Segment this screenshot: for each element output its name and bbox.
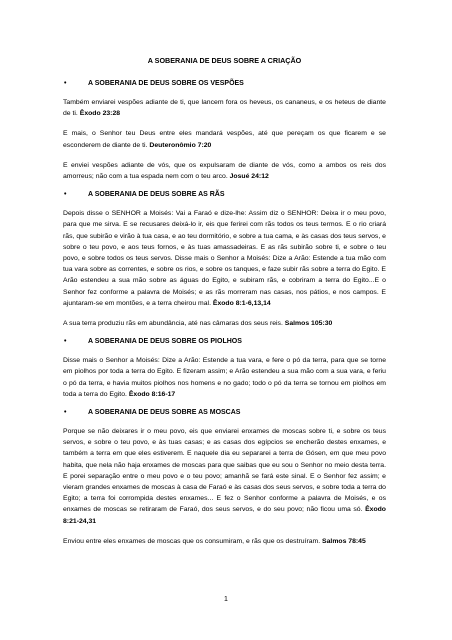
verse-paragraph — [63, 128, 386, 150]
verse-text: Porque se não deixares ir o meu povo, eis que enviarei enxames de moscas sobre ti, e sobre os teus servos, e sobre o teu povo, e às tuas casas; e as casas dos egípcios se encherão destes enxames, e também a terra em que eles estiverem. E naquele dia eu separarei a terra de Gósen, em que meu povo habita, que nela não haja enxames de moscas para que saibas que eu sou o Senhor no meio desta terra. E porei separação entre o meu povo e o teu povo; amanhã se fará este sinal. E o Senhor fez assim; e vieram grandes enxames de moscas à casa de Faraó e às casas dos seus servos, e sobre toda a terra do Egito; a terra foi corrompida destes enxames... E fez o Senhor conforme a palavra de Moisés, e os enxames de moscas se retiraram de Faraó, dos seus servos, e do seu povo; não ficou uma só. — [63, 428, 386, 514]
document-title: A SOBERANIA DE DEUS SOBRE A CRIAÇÃO — [147, 56, 302, 65]
bullet-icon: • — [64, 409, 67, 417]
verse-reference: Deuteronômio 7:20 — [149, 141, 212, 149]
verse-text: Também enviarei vespões adiante de ti, que lancem fora os heveus, os cananeus, e os heteus de diante de ti. — [63, 99, 386, 118]
verse-paragraph — [63, 536, 386, 547]
section-heading-text: A SOBERANIA DE DEUS SOBRE AS MOSCAS — [88, 409, 241, 417]
section-heading-vespoes — [63, 80, 386, 87]
section-heading-text: A SOBERANIA DE DEUS SOBRE OS VESPÕES — [88, 80, 244, 87]
verse-reference: Êxodo 8:21-24,31 — [63, 506, 386, 525]
verse-reference: Êxodo 23:28 — [79, 110, 121, 118]
verse-reference: Êxodo 8:1-6,13,14 — [212, 299, 271, 307]
verse-paragraph — [63, 318, 386, 329]
bullet-icon: • — [64, 80, 67, 87]
verse-paragraph — [63, 426, 386, 527]
verse-reference: Salmos 105:30 — [284, 320, 333, 328]
verse-paragraph — [63, 160, 386, 182]
verse-text: E enviei vespões adiante de vós, que os expulsaram de diante de vós, como a ambos os reis dos amorreus; não com a tua espada nem com o teu arco. — [63, 161, 386, 181]
bullet-icon: • — [64, 338, 67, 346]
verse-paragraph — [63, 355, 386, 400]
section-heading-text: A SOBERANIA DE DEUS SOBRE AS RÃS — [88, 191, 225, 199]
verse-paragraph — [63, 97, 386, 119]
verse-text: E mais, o Senhor teu Deus entre eles mandará vespões, até que pereçam os que ficarem e se esconderem de diante de ti. — [63, 130, 386, 149]
verse-text: Disse mais o Senhor a Moisés: Dize a Arão: Estende a tua vara, e fere o pó da terra, para que se torne em piolhos por toda a terra do Egito. E fizeram assim; e Arão estendeu a sua mão com a sua vara, e feriu o pó da terra, e havia muitos piolhos nos homens e no gado; todo o pó da terra se tornou em piolhos em toda a terra do Egito. — [63, 357, 386, 398]
verse-text: Depois disse o SENHOR a Moisés: Vai a Faraó e dize-lhe: Assim diz o SENHOR: Deixa ir o meu povo, para que me sirva. E se recusares deixá-lo ir, eis que ferirei com rãs todos os teus termos. E o rio criará rãs, que subirão e virão à tua casa, e ao teu dormitório, e sobre a tua cama, e às casas dos teus servos, e sobre o teu povo, e aos teus fornos, e às tuas amassadeiras. E as rãs subirão sobre ti, e sobre o teu povo, e sobre todos os teus servos. Disse mais o Senhor a Moisés: Dize a Arão: Estende a tua mão com tua vara sobre as correntes, e sobre os rios, e sobre os tanques, e faze subir rãs sobre a terra do Egito. E Arão estendeu a sua mão sobre as águas do Egito, e subiram rãs, e cobriram a terra do Egito...E o Senhor fez conforme a palavra de Moisés; e as rãs morreram nas casas, nos pátios, e nos campos. E ajuntaram-se em montões, e a terra cheirou mal. — [63, 210, 386, 307]
page-number: 1 — [224, 596, 228, 603]
verse-text: Enviou entre eles enxames de moscas que os consumiram, e rãs que os destruíram. — [63, 537, 323, 545]
verse-paragraph — [63, 208, 386, 309]
section-heading-moscas — [63, 409, 386, 416]
section-heading-text: A SOBERANIA DE DEUS SOBRE OS PIOLHOS — [88, 338, 242, 346]
document-page — [63, 56, 386, 556]
bullet-icon: • — [64, 191, 67, 199]
verse-text: A sua terra produziu rãs em abundância, até nas câmaras dos seus reis. — [63, 320, 285, 328]
section-heading-ras — [63, 191, 386, 198]
verse-reference: Êxodo 8:16-17 — [128, 390, 176, 398]
verse-reference: Josué 24:12 — [229, 173, 269, 181]
section-heading-piolhos — [63, 338, 386, 345]
verse-reference: Salmos 78:45 — [322, 537, 366, 545]
